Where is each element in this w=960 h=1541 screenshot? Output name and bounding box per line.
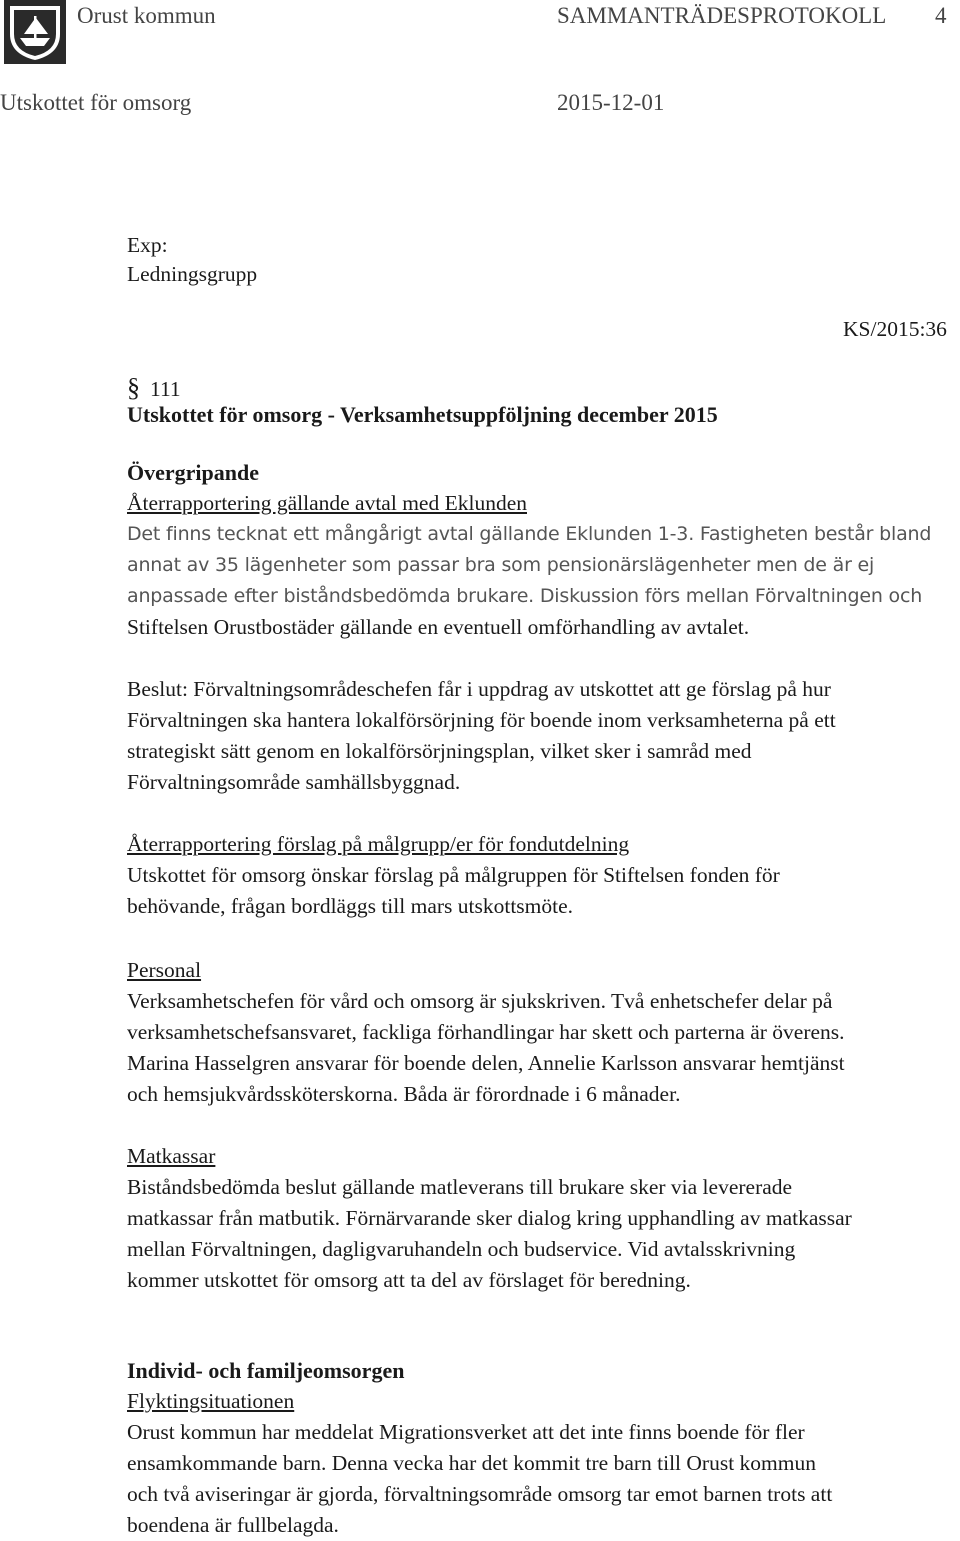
section-number-line — [127, 373, 181, 403]
exp-label: Exp: — [127, 233, 168, 257]
header-org: Orust kommun — [77, 3, 216, 28]
header-page-number: 4 — [935, 3, 947, 28]
fondutdelning-line-2: behövande, frågan bordläggs till mars utskottsmöte. — [127, 894, 574, 918]
ifo-heading: Individ- och familjeomsorgen — [127, 1358, 405, 1383]
header-committee: Utskottet för omsorg — [0, 90, 192, 115]
beslut-line-4: Förvaltningsområde samhällsbyggnad. — [127, 770, 461, 794]
personal-section — [127, 955, 957, 1110]
fondutdelning-subheading: Återrapportering förslag på målgrupp/er för fondutdelning — [127, 832, 630, 856]
beslut-paragraph — [127, 674, 957, 798]
municipal-coat-of-arms-icon — [4, 0, 66, 64]
personal-line-2: verksamhetschefsansvaret, fackliga förhandlingar har skett och parterna är överens. — [127, 1020, 845, 1044]
beslut-line-1: Beslut: Förvaltningsområdeschefen får i uppdrag av utskottet att ge förslag på hur — [127, 677, 831, 701]
ifo-section — [127, 1355, 957, 1541]
matkassar-line-4: kommer utskottet för omsorg att ta del av förslaget för beredning. — [127, 1268, 691, 1292]
flykting-line-4: boendena är fullbelagda. — [127, 1513, 339, 1537]
eklunden-line-2: annat av 35 lägenheter som passar bra som pensionärslägenheter men de är ej — [127, 554, 875, 576]
overgripande-heading: Övergripande — [127, 460, 259, 485]
beslut-line-3: strategiskt sätt genom en lokalförsörjningsplan, vilket sker i samråd med — [127, 739, 752, 763]
section-number: 111 — [150, 377, 181, 401]
section-title: Utskottet för omsorg - Verksamhetsuppföljning december 2015 — [127, 402, 718, 427]
flykting-subheading: Flyktingsituationen — [127, 1389, 295, 1413]
flykting-line-3: och två aviseringar är gjorda, förvaltningsområde omsorg tar emot barnen trots att — [127, 1482, 833, 1506]
matkassar-line-3: mellan Förvaltningen, dagligvaruhandeln och budservice. Vid avtalsskrivning — [127, 1237, 796, 1261]
flykting-line-1: Orust kommun har meddelat Migrationsverket att det inte finns boende för fler — [127, 1420, 805, 1444]
matkassar-line-2: matkassar från matbutik. Förnärvarande sker dialog kring upphandling av matkassar — [127, 1206, 852, 1230]
eklunden-line-3: anpassade efter biståndsbedömda brukare. Diskussion förs mellan Förvaltningen och — [127, 585, 923, 607]
matkassar-line-1: Biståndsbedömda beslut gällande matleverans till brukare sker via levererade — [127, 1175, 793, 1199]
fondutdelning-section — [127, 829, 957, 922]
fondutdelning-line-1: Utskottet för omsorg önskar förslag på målgruppen för Stiftelsen fonden för — [127, 863, 780, 887]
flykting-line-2: ensamkommande barn. Denna vecka har det kommit tre barn till Orust kommun — [127, 1451, 817, 1475]
personal-subheading: Personal — [127, 958, 202, 982]
matkassar-subheading: Matkassar — [127, 1144, 216, 1168]
eklunden-line-1: Det finns tecknat ett mångårigt avtal gällande Eklunden 1-3. Fastigheten består bland — [127, 523, 932, 545]
eklunden-line-4: Stiftelsen Orustbostäder gällande en eventuell omförhandling av avtalet. — [127, 615, 750, 639]
matkassar-section — [127, 1141, 957, 1296]
overgripande-section — [127, 457, 957, 643]
beslut-line-2: Förvaltningen ska hantera lokalförsörjning för boende inom verksamheterna på ett — [127, 708, 836, 732]
personal-line-4: och hemsjukvårdssköterskorna. Båda är förordnade i 6 månader. — [127, 1082, 681, 1106]
paragraph-sign: § — [127, 373, 140, 402]
eklunden-subheading: Återrapportering gällande avtal med Eklunden — [127, 491, 527, 515]
header-date: 2015-12-01 — [557, 90, 665, 115]
personal-line-1: Verksamhetschefen för vård och omsorg är sjukskriven. Två enhetschefer delar på — [127, 989, 833, 1013]
case-number: KS/2015:36 — [843, 317, 947, 341]
exp-recipient: Ledningsgrupp — [127, 262, 258, 286]
header-doc-type: SAMMANTRÄDESPROTOKOLL — [557, 3, 887, 28]
personal-line-3: Marina Hasselgren ansvarar för boende delen, Annelie Karlsson ansvarar hemtjänst — [127, 1051, 845, 1075]
